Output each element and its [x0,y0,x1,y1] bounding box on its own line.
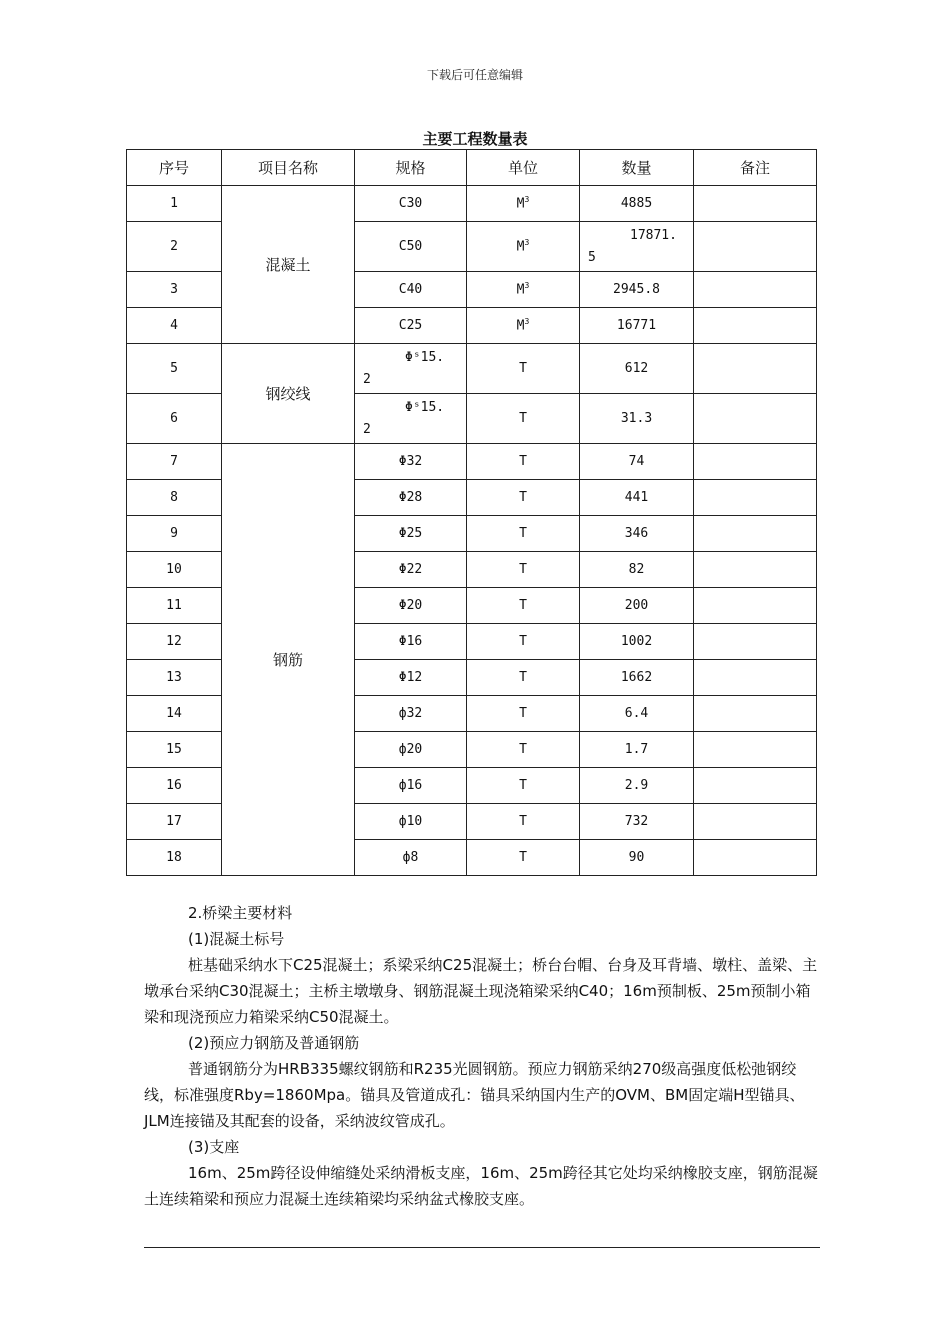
cell-no: 14 [127,696,222,732]
cell-unit: T [467,732,580,768]
paragraph-bearing: 16m、25m跨径设伸缩缝处采纳滑板支座，16m、25m跨径其它处均采纳橡胶支座，钢筋混凝土连续箱梁和预应力混凝土连续箱梁均采纳盆式橡胶支座。 [144,1164,818,1208]
cell-spec: Φ12 [355,660,467,696]
cell-spec: Φ32 [355,444,467,480]
quantity-table [126,149,817,876]
cell-remark [694,552,817,588]
cell-spec: ф16 [355,768,467,804]
cell-no: 16 [127,768,222,804]
cell-spec: C50 [355,222,467,272]
cell-remark [694,840,817,876]
cell-qty: 82 [580,552,694,588]
paragraph-concrete: 桩基础采纳水下C25混凝土；系梁采纳C25混凝土；桥台台帽、台身及耳背墙、墩柱、盖梁、主墩承台采纳C30混凝土；主桥主墩墩身、钢筋混凝土现浇箱梁采纳C40；16m预制板、25m预制小箱梁和现浇预应力箱梁采纳C50混凝土。 [144,956,818,1026]
cell-unit: T [467,804,580,840]
group-strand: 钢绞线 [222,344,355,444]
cell-qty: 4885 [580,186,694,222]
cell-unit: T [467,552,580,588]
cell-spec: ф32 [355,696,467,732]
cell-no: 10 [127,552,222,588]
sub-heading-bearing: (3)支座 [188,1138,240,1156]
cell-spec: C25 [355,308,467,344]
table-row [127,344,817,394]
col-header-remark: 备注 [694,150,817,186]
cell-qty: 6.4 [580,696,694,732]
cell-no: 4 [127,308,222,344]
cell-remark [694,394,817,444]
cell-spec: ф8 [355,840,467,876]
group-rebar: 钢筋 [222,444,355,876]
cell-no: 8 [127,480,222,516]
table-title: 主要工程数量表 [422,130,528,148]
cell-spec: C40 [355,272,467,308]
cell-remark [694,516,817,552]
cell-remark [694,186,817,222]
cell-unit: T [467,660,580,696]
cell-no: 3 [127,272,222,308]
cell-no: 6 [127,394,222,444]
cell-unit: T [467,516,580,552]
cell-qty: 346 [580,516,694,552]
cell-no: 18 [127,840,222,876]
cell-remark [694,588,817,624]
cell-qty: 1662 [580,660,694,696]
cell-no: 7 [127,444,222,480]
cell-qty: 1.7 [580,732,694,768]
body-text [144,900,820,1212]
cell-spec: ф20 [355,732,467,768]
col-header-unit: 单位 [467,150,580,186]
cell-spec: Φˢ15. 2 [355,344,467,394]
cell-unit: T [467,840,580,876]
cell-spec: Φˢ15. 2 [355,394,467,444]
table-header-row [127,150,817,186]
col-header-item: 项目名称 [222,150,355,186]
cell-qty: 200 [580,588,694,624]
group-concrete: 混凝土 [222,186,355,344]
table-row [127,444,817,480]
cell-no: 13 [127,660,222,696]
cell-qty: 90 [580,840,694,876]
cell-unit: $M^3$ [467,222,580,272]
cell-unit: $M^3$ [467,272,580,308]
cell-no: 2 [127,222,222,272]
cell-unit: T [467,344,580,394]
cell-unit: T [467,444,580,480]
cell-spec: C30 [355,186,467,222]
cell-spec: Φ25 [355,516,467,552]
cell-qty: 732 [580,804,694,840]
cell-qty: 612 [580,344,694,394]
cell-no: 5 [127,344,222,394]
cell-no: 11 [127,588,222,624]
cell-no: 12 [127,624,222,660]
sub-heading-steel: (2)预应力钢筋及普通钢筋 [188,1034,360,1052]
cell-qty: 74 [580,444,694,480]
cell-spec: Φ22 [355,552,467,588]
cell-unit: T [467,480,580,516]
section-heading: 2.桥梁主要材料 [188,904,293,922]
cell-remark [694,344,817,394]
col-header-no: 序号 [127,150,222,186]
paragraph-steel: 普通钢筋分为HRB335螺纹钢筋和R235光圆钢筋。预应力钢筋采纳270级高强度低松弛钢绞线，标准强度Rby=1860Mpa。锚具及管道成孔：锚具采纳国内生产的OVM、BM固定端H型锚具、JLM连接锚及其配套的设备，采纳波纹管成孔。 [144,1060,805,1130]
cell-remark [694,624,817,660]
cell-qty: 441 [580,480,694,516]
cell-remark [694,480,817,516]
col-header-qty: 数量 [580,150,694,186]
cell-spec: Φ16 [355,624,467,660]
header-note: 下载后可任意编辑 [426,68,523,82]
cell-remark [694,732,817,768]
cell-unit: T [467,394,580,444]
cell-remark [694,804,817,840]
sub-heading-concrete: (1)混凝土标号 [188,930,285,948]
cell-qty: 1002 [580,624,694,660]
cell-remark [694,272,817,308]
footer-divider [144,1247,820,1248]
cell-spec: Φ28 [355,480,467,516]
cell-unit: T [467,588,580,624]
cell-no: 9 [127,516,222,552]
cell-spec: Φ20 [355,588,467,624]
cell-remark [694,660,817,696]
cell-unit: T [467,696,580,732]
cell-no: 1 [127,186,222,222]
cell-qty: 2.9 [580,768,694,804]
cell-remark [694,696,817,732]
cell-remark [694,308,817,344]
table-row [127,186,817,222]
cell-qty: 16771 [580,308,694,344]
cell-qty: 31.3 [580,394,694,444]
cell-qty: 2945.8 [580,272,694,308]
cell-unit: $M^3$ [467,308,580,344]
cell-remark [694,222,817,272]
cell-remark [694,768,817,804]
cell-unit: $M^3$ [467,186,580,222]
cell-qty: 17871. 5 [580,222,694,272]
cell-no: 17 [127,804,222,840]
col-header-spec: 规格 [355,150,467,186]
cell-no: 15 [127,732,222,768]
cell-remark [694,444,817,480]
cell-spec: ф10 [355,804,467,840]
cell-unit: T [467,768,580,804]
cell-unit: T [467,624,580,660]
